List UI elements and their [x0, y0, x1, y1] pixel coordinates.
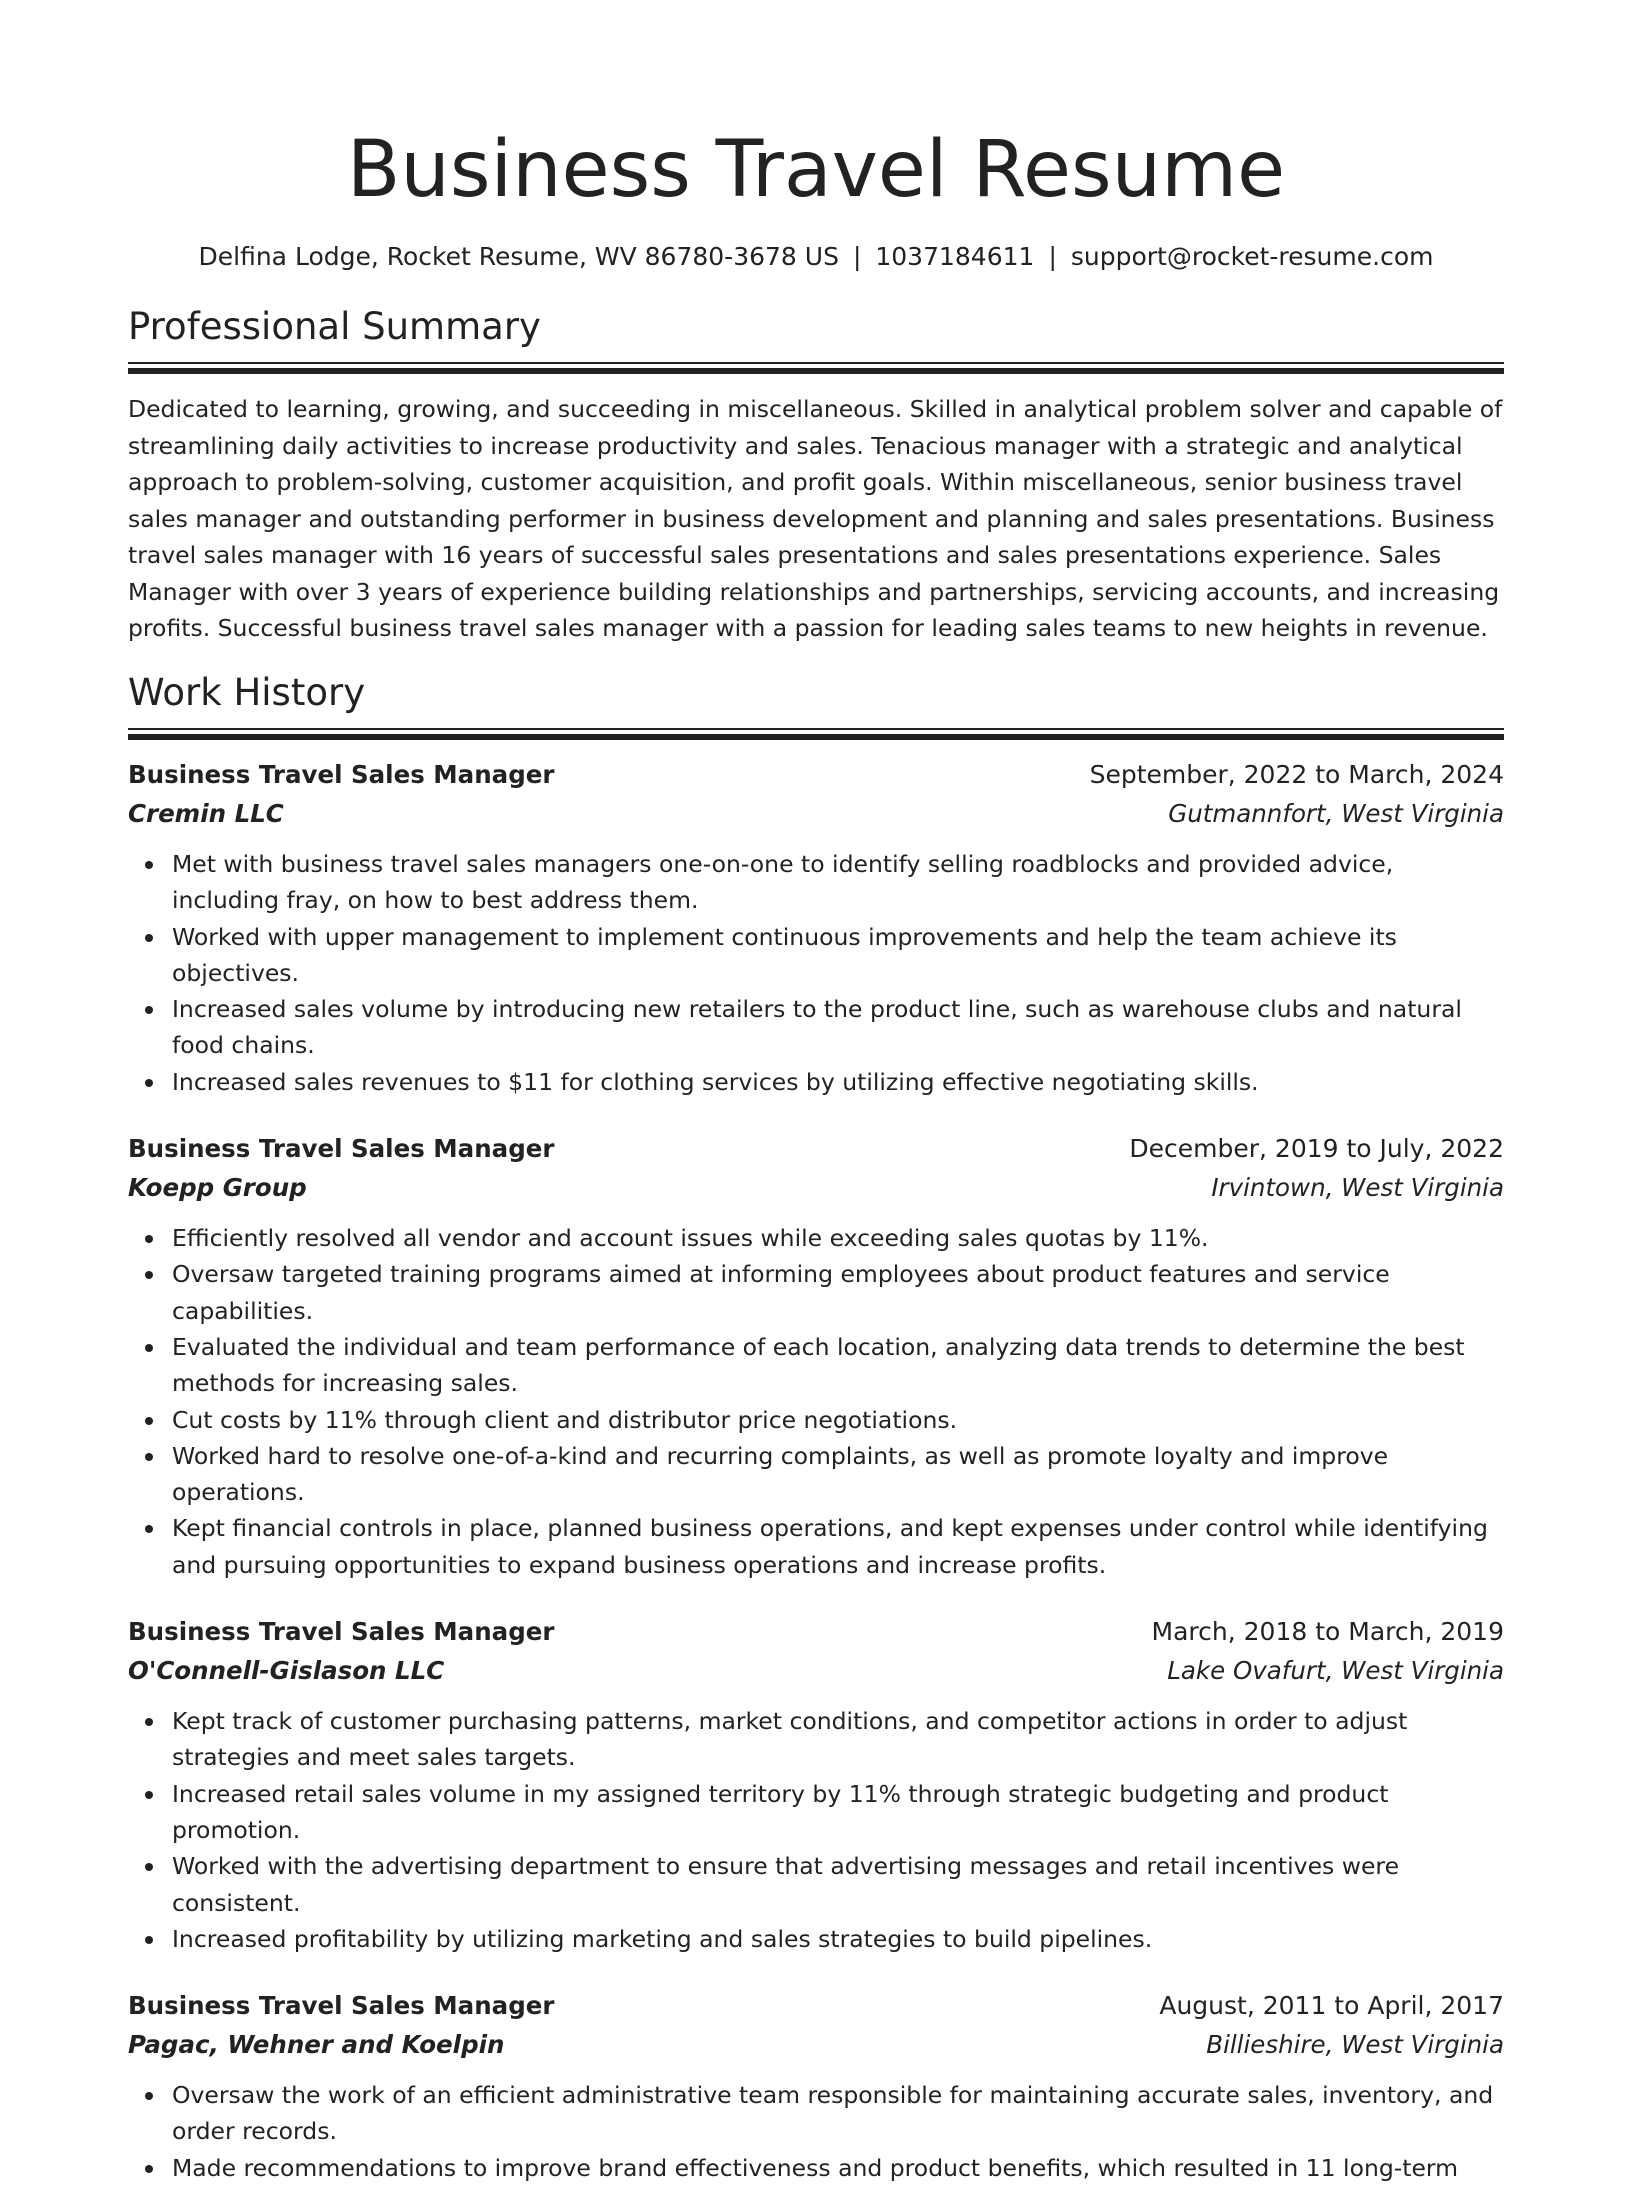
job-bullet: Made recommendations to improve brand effectiveness and product benefits, which resulted in 11 long-term: [128, 2150, 1504, 2186]
contact-separator: |: [852, 242, 862, 271]
job-location: Irvintown, West Virginia: [1211, 1173, 1504, 1203]
job-company: Pagac, Wehner and Koelpin: [128, 2030, 505, 2060]
job-bullet: Kept track of customer purchasing patterns, market conditions, and competitor actions in order to adjust strategies and meet sales targets.: [128, 1703, 1504, 1776]
job-company: Koepp Group: [128, 1173, 307, 1203]
job-bullet: Increased sales revenues to $11 for clothing services by utilizing effective negotiating skills.: [128, 1064, 1504, 1100]
job-bullet: Oversaw the work of an efficient administrative team responsible for maintaining accurate sales, inventory, and order records.: [128, 2077, 1504, 2150]
job-bullet: Met with business travel sales managers one-on-one to identify selling roadblocks and provided advice, including fray, on how to best address them.: [128, 846, 1504, 919]
section-divider: [128, 728, 1504, 730]
job-location: Gutmannfort, West Virginia: [1168, 799, 1504, 828]
job-bullet: Increased sales volume by introducing new retailers to the product line, such as warehouse clubs and natural food chains.: [128, 991, 1504, 1064]
job-bullet: Worked with upper management to implement continuous improvements and help the team achieve its objectives.: [128, 919, 1504, 992]
job-subheader-row: [128, 1651, 1504, 1691]
job-bullet: Kept financial controls in place, planned business operations, and kept expenses under control while identifying and pursuing opportunities to expand business operations and increase profits.: [128, 1510, 1504, 1583]
job-header-row: [128, 1130, 1504, 1168]
job-header-row: [128, 756, 1504, 794]
job-subheader-row: [128, 1168, 1504, 1208]
job-bullet: Worked hard to resolve one-of-a-kind and recurring complaints, as well as promote loyalty and improve operations.: [128, 1438, 1504, 1511]
job-entry: [128, 1613, 1504, 1957]
job-bullet: Increased profitability by utilizing marketing and sales strategies to build pipelines.: [128, 1921, 1504, 1957]
contact-phone: 1037184611: [875, 242, 1035, 271]
job-bullet: Cut costs by 11% through client and distributor price negotiations.: [128, 1402, 1504, 1438]
job-bullet: Oversaw targeted training programs aimed at informing employees about product features and service capabilities.: [128, 1256, 1504, 1329]
section-divider: [128, 362, 1504, 364]
contact-separator: |: [1048, 242, 1057, 271]
job-bullet: Evaluated the individual and team performance of each location, analyzing data trends to determine the best methods for increasing sales.: [128, 1329, 1504, 1402]
job-entry: [128, 756, 1504, 1100]
contact-line: [128, 240, 1504, 274]
job-bullet: Efficiently resolved all vendor and account issues while exceeding sales quotas by 11%.: [128, 1220, 1504, 1256]
job-location: Billieshire, West Virginia: [1206, 2030, 1504, 2060]
job-dates: March, 2018 to March, 2019: [1151, 1617, 1504, 1647]
job-title: Business Travel Sales Manager: [128, 1617, 555, 1647]
professional-summary-section: [128, 304, 1504, 647]
job-dates: August, 2011 to April, 2017: [1159, 1991, 1504, 2021]
job-header-row: [128, 1613, 1504, 1651]
job-bullet: Worked with the advertising department to ensure that advertising messages and retail incentives were consistent.: [128, 1848, 1504, 1921]
job-title: Business Travel Sales Manager: [128, 1991, 555, 2021]
job-entry: [128, 1987, 1504, 2186]
job-title: Business Travel Sales Manager: [128, 1134, 555, 1164]
job-bullets: [128, 846, 1504, 1100]
job-title: Business Travel Sales Manager: [128, 760, 555, 789]
contact-email: support@rocket-resume.com: [1070, 242, 1434, 271]
resume-page: [128, 0, 1504, 2186]
job-dates: September, 2022 to March, 2024: [1089, 760, 1504, 789]
summary-text: Dedicated to learning, growing, and succeeding in miscellaneous. Skilled in analytical problem solver and capable of streamlining daily activities to increase productivity and sales. Tenacious manager with a strategic and analytical approach to problem-solving, customer acquisition, and profit goals. Within miscellaneous, senior business travel sales manager and outstanding performer in business development and planning and sales presentations. Business travel sales manager with 16 years of successful sales presentations and sales presentations experience. Sales Manager with over 3 years of experience building relationships and partnerships, servicing accounts, and increasing profits. Successful business travel sales manager with a passion for leading sales teams to new heights in revenue.: [128, 395, 1503, 642]
job-header-row: [128, 1987, 1504, 2025]
contact-address: Delfina Lodge, Rocket Resume, WV 86780-3678 US: [198, 242, 839, 271]
job-bullets: [128, 1220, 1504, 1583]
job-entry: [128, 1130, 1504, 1583]
job-subheader-row: [128, 2025, 1504, 2065]
section-heading-summary: Professional Summary: [128, 305, 541, 348]
section-divider-thick: [128, 368, 1504, 374]
job-bullets: [128, 1703, 1504, 1957]
job-bullets: [128, 2077, 1504, 2186]
section-divider-thick: [128, 734, 1504, 740]
job-subheader-row: [128, 794, 1504, 834]
job-bullet: Increased retail sales volume in my assigned territory by 11% through strategic budgeting and product promotion.: [128, 1776, 1504, 1849]
resume-title: Business Travel Resume: [346, 125, 1286, 215]
job-company: O'Connell-Gislason LLC: [128, 1656, 445, 1686]
job-dates: December, 2019 to July, 2022: [1129, 1134, 1504, 1164]
section-heading-work: Work History: [128, 671, 366, 714]
work-history-section: [128, 670, 1504, 2186]
job-location: Lake Ovafurt, West Virginia: [1167, 1656, 1504, 1686]
job-company: Cremin LLC: [128, 799, 284, 828]
